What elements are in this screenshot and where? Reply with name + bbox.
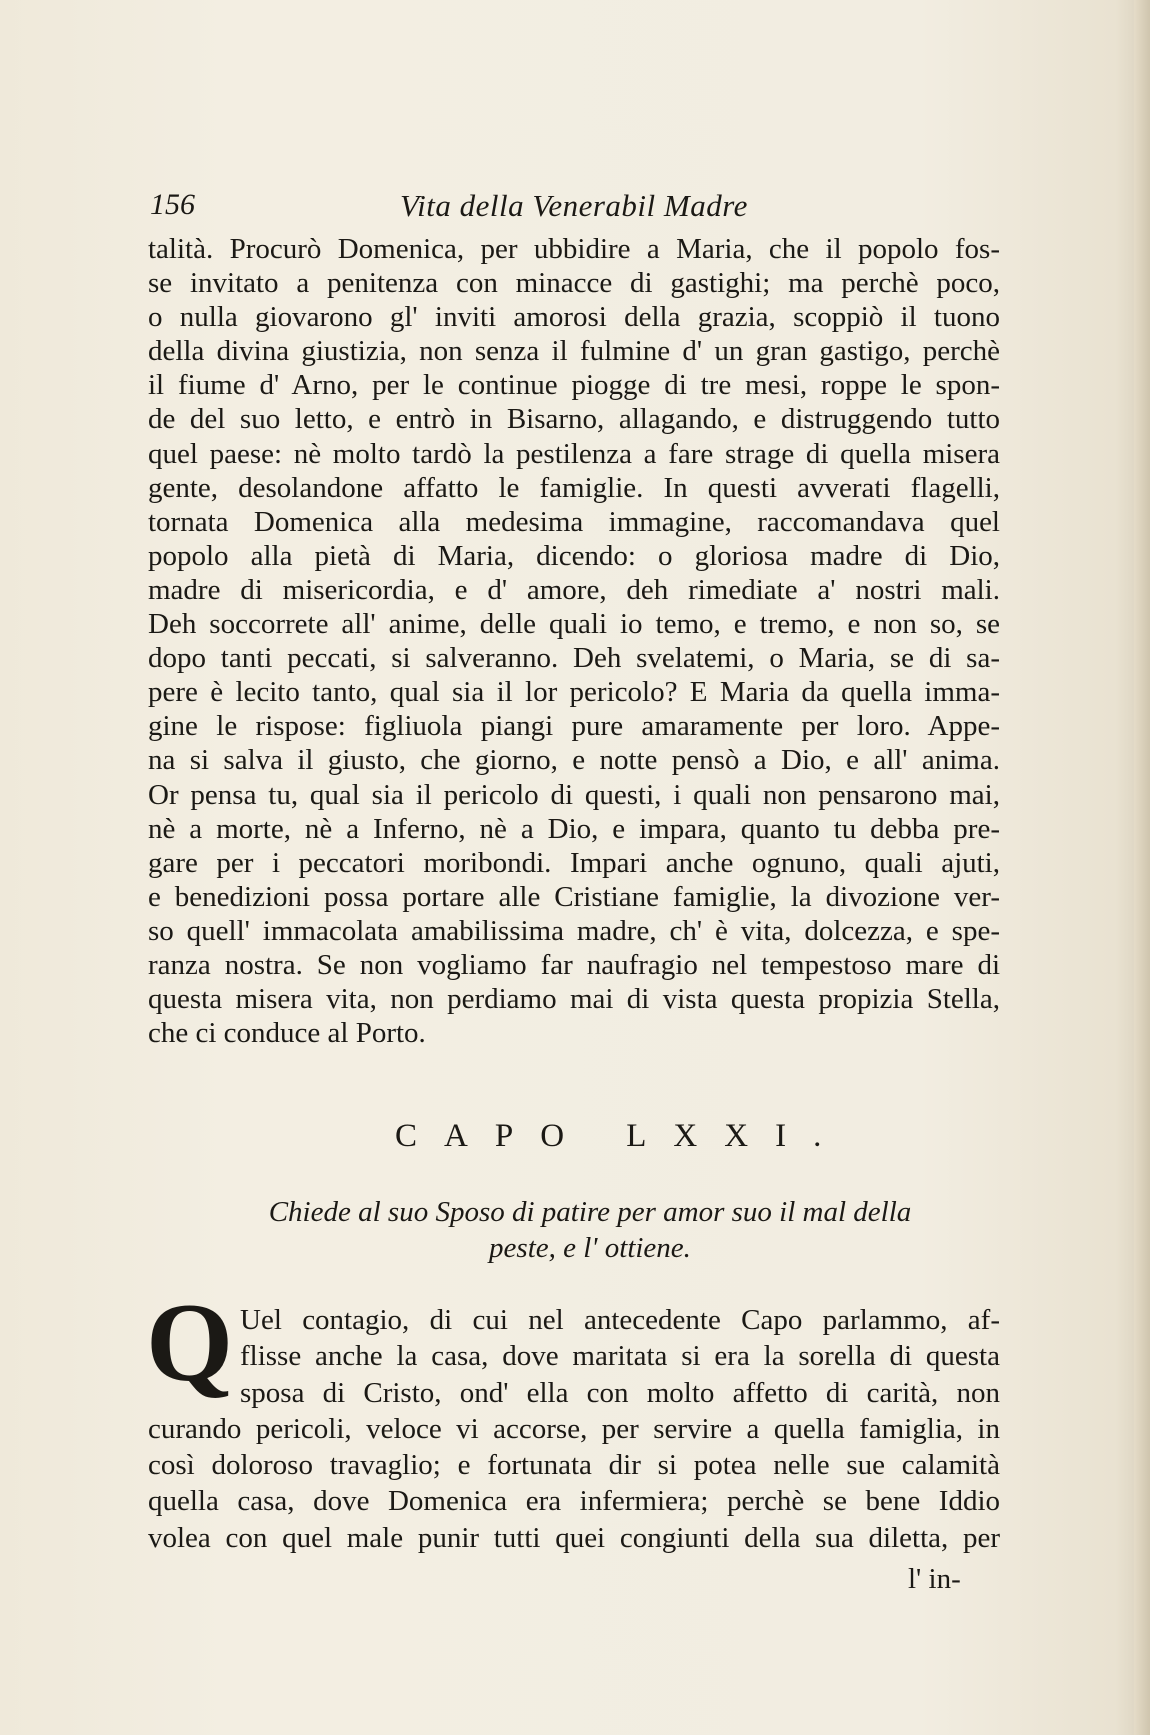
text-line: gine le rispose: figliuola piangi pure amaramente per loro. Appe- xyxy=(148,710,1000,743)
text-line: talità. Procurò Domenica, per ubbidire a Maria, che il popolo fos- xyxy=(148,233,1000,265)
text-line: gare per i peccatori moribondi. Impari anche ognuno, quali ajuti, xyxy=(148,846,1000,879)
text-line: curando pericoli, veloce vi accorse, per servire a quella famiglia, in xyxy=(148,1412,1000,1445)
catchword: l' in- xyxy=(908,1563,961,1595)
text-line: e benedizioni possa portare alle Cristiane famiglie, la divozione ver- xyxy=(148,880,1000,913)
text-line: che ci conduce al Porto. xyxy=(148,1017,426,1050)
page-edge xyxy=(1134,0,1150,1735)
text-line: flisse anche la casa, dove maritata si era la sorella di questa xyxy=(240,1340,1000,1373)
text-line: il fiume d' Arno, per le continue piogge di tre mesi, roppe le spon- xyxy=(148,369,1000,402)
summary-line: peste, e l' ottiene. xyxy=(489,1232,691,1264)
text-line: della divina giustizia, non senza il fulmine d' un gran gastigo, perchè xyxy=(148,335,1000,368)
drop-cap: Q xyxy=(146,1281,234,1405)
text-line: tornata Domenica alla medesima immagine, raccomandava quel xyxy=(148,505,1000,538)
body-text xyxy=(148,232,1000,1050)
running-head-title: Vita della Venerabil Madre xyxy=(400,188,748,223)
chapter-body xyxy=(148,1302,1000,1556)
text-line: na si salva il giusto, che giorno, e notte pensò a Dio, e all' anima. xyxy=(148,744,1000,777)
text-line: o nulla giovarono gl' inviti amorosi della grazia, scoppiò il tuono xyxy=(148,301,1000,334)
text-line: gente, desolandone affatto le famiglie. In questi avverati flagelli, xyxy=(148,471,1000,504)
page-number: 156 xyxy=(150,188,195,221)
text-line: nè a morte, nè a Inferno, nè a Dio, e impara, quanto tu debba pre- xyxy=(148,812,1000,845)
text-line: so quell' immacolata amabilissima madre, ch' è vita, dolcezza, e spe- xyxy=(148,914,1000,947)
chapter-summary xyxy=(200,1194,980,1266)
text-line: quella casa, dove Domenica era infermiera; perchè se bene Iddio xyxy=(148,1485,1000,1518)
text-line: popolo alla pietà di Maria, dicendo: o gloriosa madre di Dio, xyxy=(148,539,1000,572)
text-line: volea con quel male punir tutti quei congiunti della sua diletta, per xyxy=(148,1521,1000,1554)
chapter-title: CAPO LXXI. xyxy=(395,1118,849,1154)
text-line: questa misera vita, non perdiamo mai di vista questa propizia Stella, xyxy=(148,983,1000,1016)
running-head xyxy=(150,188,1010,228)
text-line: de del suo letto, e entrò in Bisarno, allagando, e distruggendo tutto xyxy=(148,403,1000,436)
summary-line: Chiede al suo Sposo di patire per amor suo il mal della xyxy=(268,1196,912,1228)
text-line: quel paese: nè molto tardò la pestilenza a fare strage di quella misera xyxy=(148,437,1000,470)
text-line: ranza nostra. Se non vogliamo far naufragio nel tempestoso mare di xyxy=(148,948,1000,981)
text-line: Or pensa tu, qual sia il pericolo di questi, i quali non pensarono mai, xyxy=(148,778,1000,811)
text-line: dopo tanti peccati, si salveranno. Deh svelatemi, o Maria, se di sa- xyxy=(148,642,1000,675)
text-line: madre di misericordia, e d' amore, deh rimediate a' nostri mali. xyxy=(148,573,1000,606)
text-line: Deh soccorrete all' anime, delle quali io temo, e tremo, e non so, se xyxy=(148,608,1000,641)
text-line: se invitato a penitenza con minacce di gastighi; ma perchè poco, xyxy=(148,267,1000,300)
text-line: così doloroso travaglio; e fortunata dir si potea nelle sue calamità xyxy=(148,1449,1000,1482)
text-line: sposa di Cristo, ond' ella con molto affetto di carità, non xyxy=(240,1376,1000,1409)
text-line: pere è lecito tanto, qual sia il lor pericolo? E Maria da quella imma- xyxy=(148,676,1000,709)
text-line: Uel contagio, di cui nel antecedente Capo parlammo, af- xyxy=(240,1304,1000,1336)
